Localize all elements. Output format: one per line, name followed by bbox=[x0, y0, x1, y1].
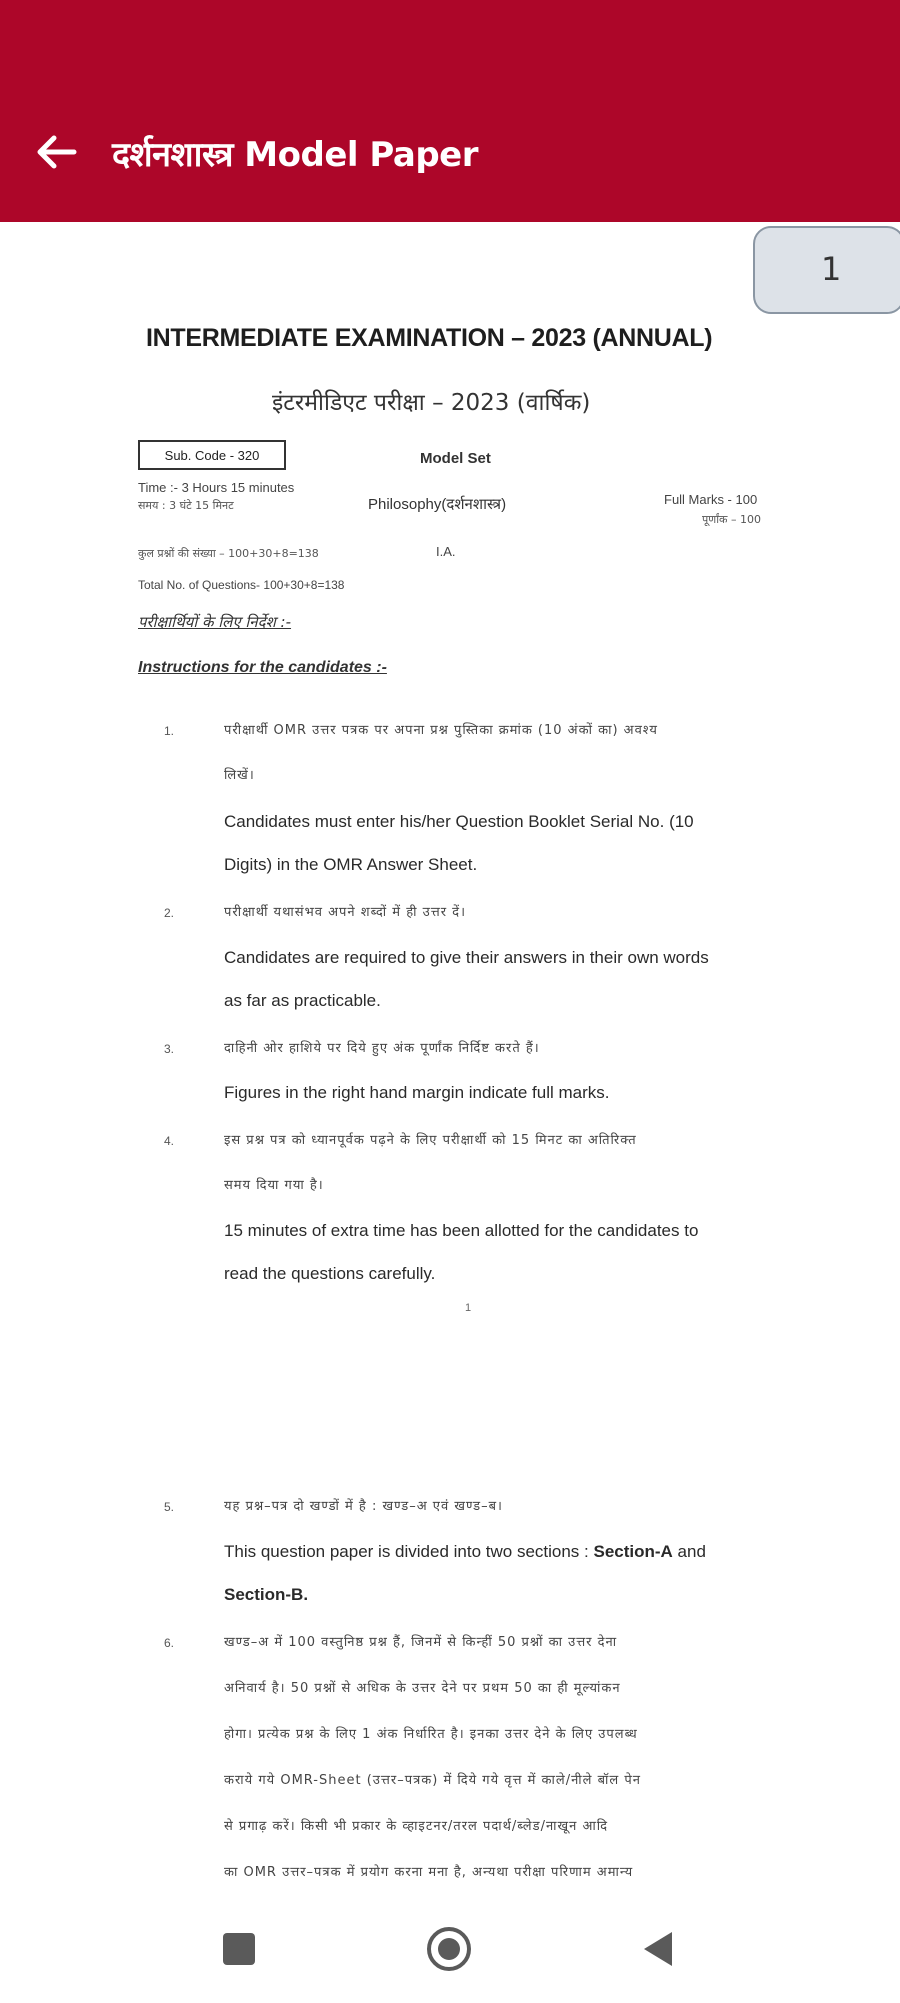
paper-heading-en: INTERMEDIATE EXAMINATION – 2023 (ANNUAL) bbox=[146, 324, 713, 352]
circle-home-icon bbox=[426, 1926, 472, 1972]
instruction-en-line: Candidates are required to give their answers in their own words bbox=[224, 948, 709, 967]
document-page[interactable] bbox=[0, 222, 900, 1902]
instruction-hi-line: समय दिया गया है। bbox=[224, 1178, 324, 1193]
instruction-hi-line: का OMR उत्तर–पत्रक में प्रयोग करना मना है, अन्यथा परीक्षा परिणाम अमान्य bbox=[224, 1865, 634, 1880]
ia-label: I.A. bbox=[436, 544, 456, 559]
instruction-en-line: Figures in the right hand margin indicate full marks. bbox=[224, 1083, 610, 1102]
recents-button[interactable] bbox=[222, 1932, 256, 1966]
section-b-label: Section-B. bbox=[224, 1585, 309, 1604]
subject-label: Philosophy(दर्शनशास्त्र) bbox=[368, 496, 507, 513]
full-marks-en: Full Marks - 100 bbox=[664, 492, 758, 507]
instructions-heading-en: Instructions for the candidates :- bbox=[138, 659, 387, 676]
instruction-hi-line: परीक्षार्थी OMR उत्तर पत्रक पर अपना प्रश्न पुस्तिका क्रमांक (10 अंकों का) अवश्य bbox=[224, 723, 658, 738]
instruction-en-line bbox=[224, 1542, 706, 1562]
instruction-number: 3. bbox=[164, 1042, 175, 1056]
page-number: 1 bbox=[821, 250, 842, 288]
full-marks-hi: पूर्णांक – 100 bbox=[702, 513, 761, 526]
instruction-hi-line: यह प्रश्न–पत्र दो खण्डों में है : खण्ड–अ एवं खण्ड–ब। bbox=[224, 1499, 503, 1514]
home-button[interactable] bbox=[426, 1926, 472, 1972]
instruction-en-text: This question paper is divided into two sections : bbox=[224, 1542, 594, 1561]
app-bar bbox=[0, 0, 900, 222]
total-questions-hi: कुल प्रश्नों की संख्या – 100+30+8=138 bbox=[138, 547, 319, 560]
instruction-hi-line: खण्ड–अ में 100 वस्तुनिष्ठ प्रश्न हैं, जिनमें से किन्हीं 50 प्रश्नों का उत्तर देना bbox=[224, 1635, 618, 1650]
instruction-hi-line: लिखें। bbox=[224, 768, 255, 783]
instruction-number: 6. bbox=[164, 1636, 175, 1650]
instruction-en-line: Candidates must enter his/her Question Booklet Serial No. (10 bbox=[224, 812, 694, 831]
instruction-number: 2. bbox=[164, 906, 175, 920]
instruction-hi-line: अनिवार्य है। 50 प्रश्नों से अधिक के उत्तर देने पर प्रथम 50 का ही मूल्यांकन bbox=[224, 1681, 621, 1696]
time-hi: समय : 3 घंटे 15 मिनट bbox=[138, 499, 234, 512]
instruction-en-line: Digits) in the OMR Answer Sheet. bbox=[224, 855, 478, 874]
instruction-hi-line: परीक्षार्थी यथासंभव अपने शब्दों में ही उत्तर दें। bbox=[224, 905, 466, 920]
page-center-mark: 1 bbox=[465, 1302, 472, 1314]
instruction-en-line: read the questions carefully. bbox=[224, 1264, 436, 1283]
square-icon bbox=[222, 1932, 256, 1966]
page-number-badge bbox=[753, 226, 900, 314]
instruction-number: 1. bbox=[164, 724, 175, 738]
paper-heading-hi: इंटरमीडिएट परीक्षा – 2023 (वार्षिक) bbox=[272, 390, 591, 416]
section-a-label: Section-A bbox=[593, 1542, 673, 1561]
instructions-heading-hi: परीक्षार्थियों के लिए निर्देश :- bbox=[138, 613, 292, 631]
time-en: Time :- 3 Hours 15 minutes bbox=[138, 480, 295, 495]
instruction-number: 4. bbox=[164, 1134, 175, 1148]
arrow-left-icon bbox=[34, 134, 78, 170]
model-set-label: Model Set bbox=[420, 450, 491, 467]
instruction-en-line: as far as practicable. bbox=[224, 991, 381, 1010]
sub-code-box: Sub. Code - 320 bbox=[138, 440, 286, 470]
instruction-hi-line: कराये गये OMR-Sheet (उत्तर–पत्रक) में दिये गये वृत्त में काले/नीले बॉल पेन bbox=[224, 1773, 641, 1788]
system-nav-bar bbox=[0, 1902, 900, 2003]
triangle-back-icon bbox=[642, 1930, 674, 1968]
instruction-en-text: and bbox=[672, 1542, 706, 1561]
app-title: दर्शनशास्त्र Model Paper bbox=[112, 135, 478, 175]
total-questions-en: Total No. of Questions- 100+30+8=138 bbox=[138, 578, 345, 592]
instruction-en-line: 15 minutes of extra time has been allotted for the candidates to bbox=[224, 1221, 699, 1240]
back-nav-button[interactable] bbox=[642, 1930, 674, 1968]
instruction-hi-line: से प्रगाढ़ करें। किसी भी प्रकार के व्हाइटनर/तरल पदार्थ/ब्लेड/नाखून आदि bbox=[224, 1819, 609, 1834]
instruction-hi-line: दाहिनी ओर हाशिये पर दिये हुए अंक पूर्णांक निर्दिष्ट करते हैं। bbox=[224, 1041, 540, 1056]
back-button[interactable] bbox=[30, 126, 82, 178]
instruction-hi-line: होगा। प्रत्येक प्रश्न के लिए 1 अंक निर्धारित है। इनका उत्तर देने के लिए उपलब्ध bbox=[224, 1727, 638, 1742]
instruction-hi-line: इस प्रश्न पत्र को ध्यानपूर्वक पढ़ने के लिए परीक्षार्थी को 15 मिनट का अतिरिक्त bbox=[224, 1133, 637, 1148]
instruction-number: 5. bbox=[164, 1500, 175, 1514]
